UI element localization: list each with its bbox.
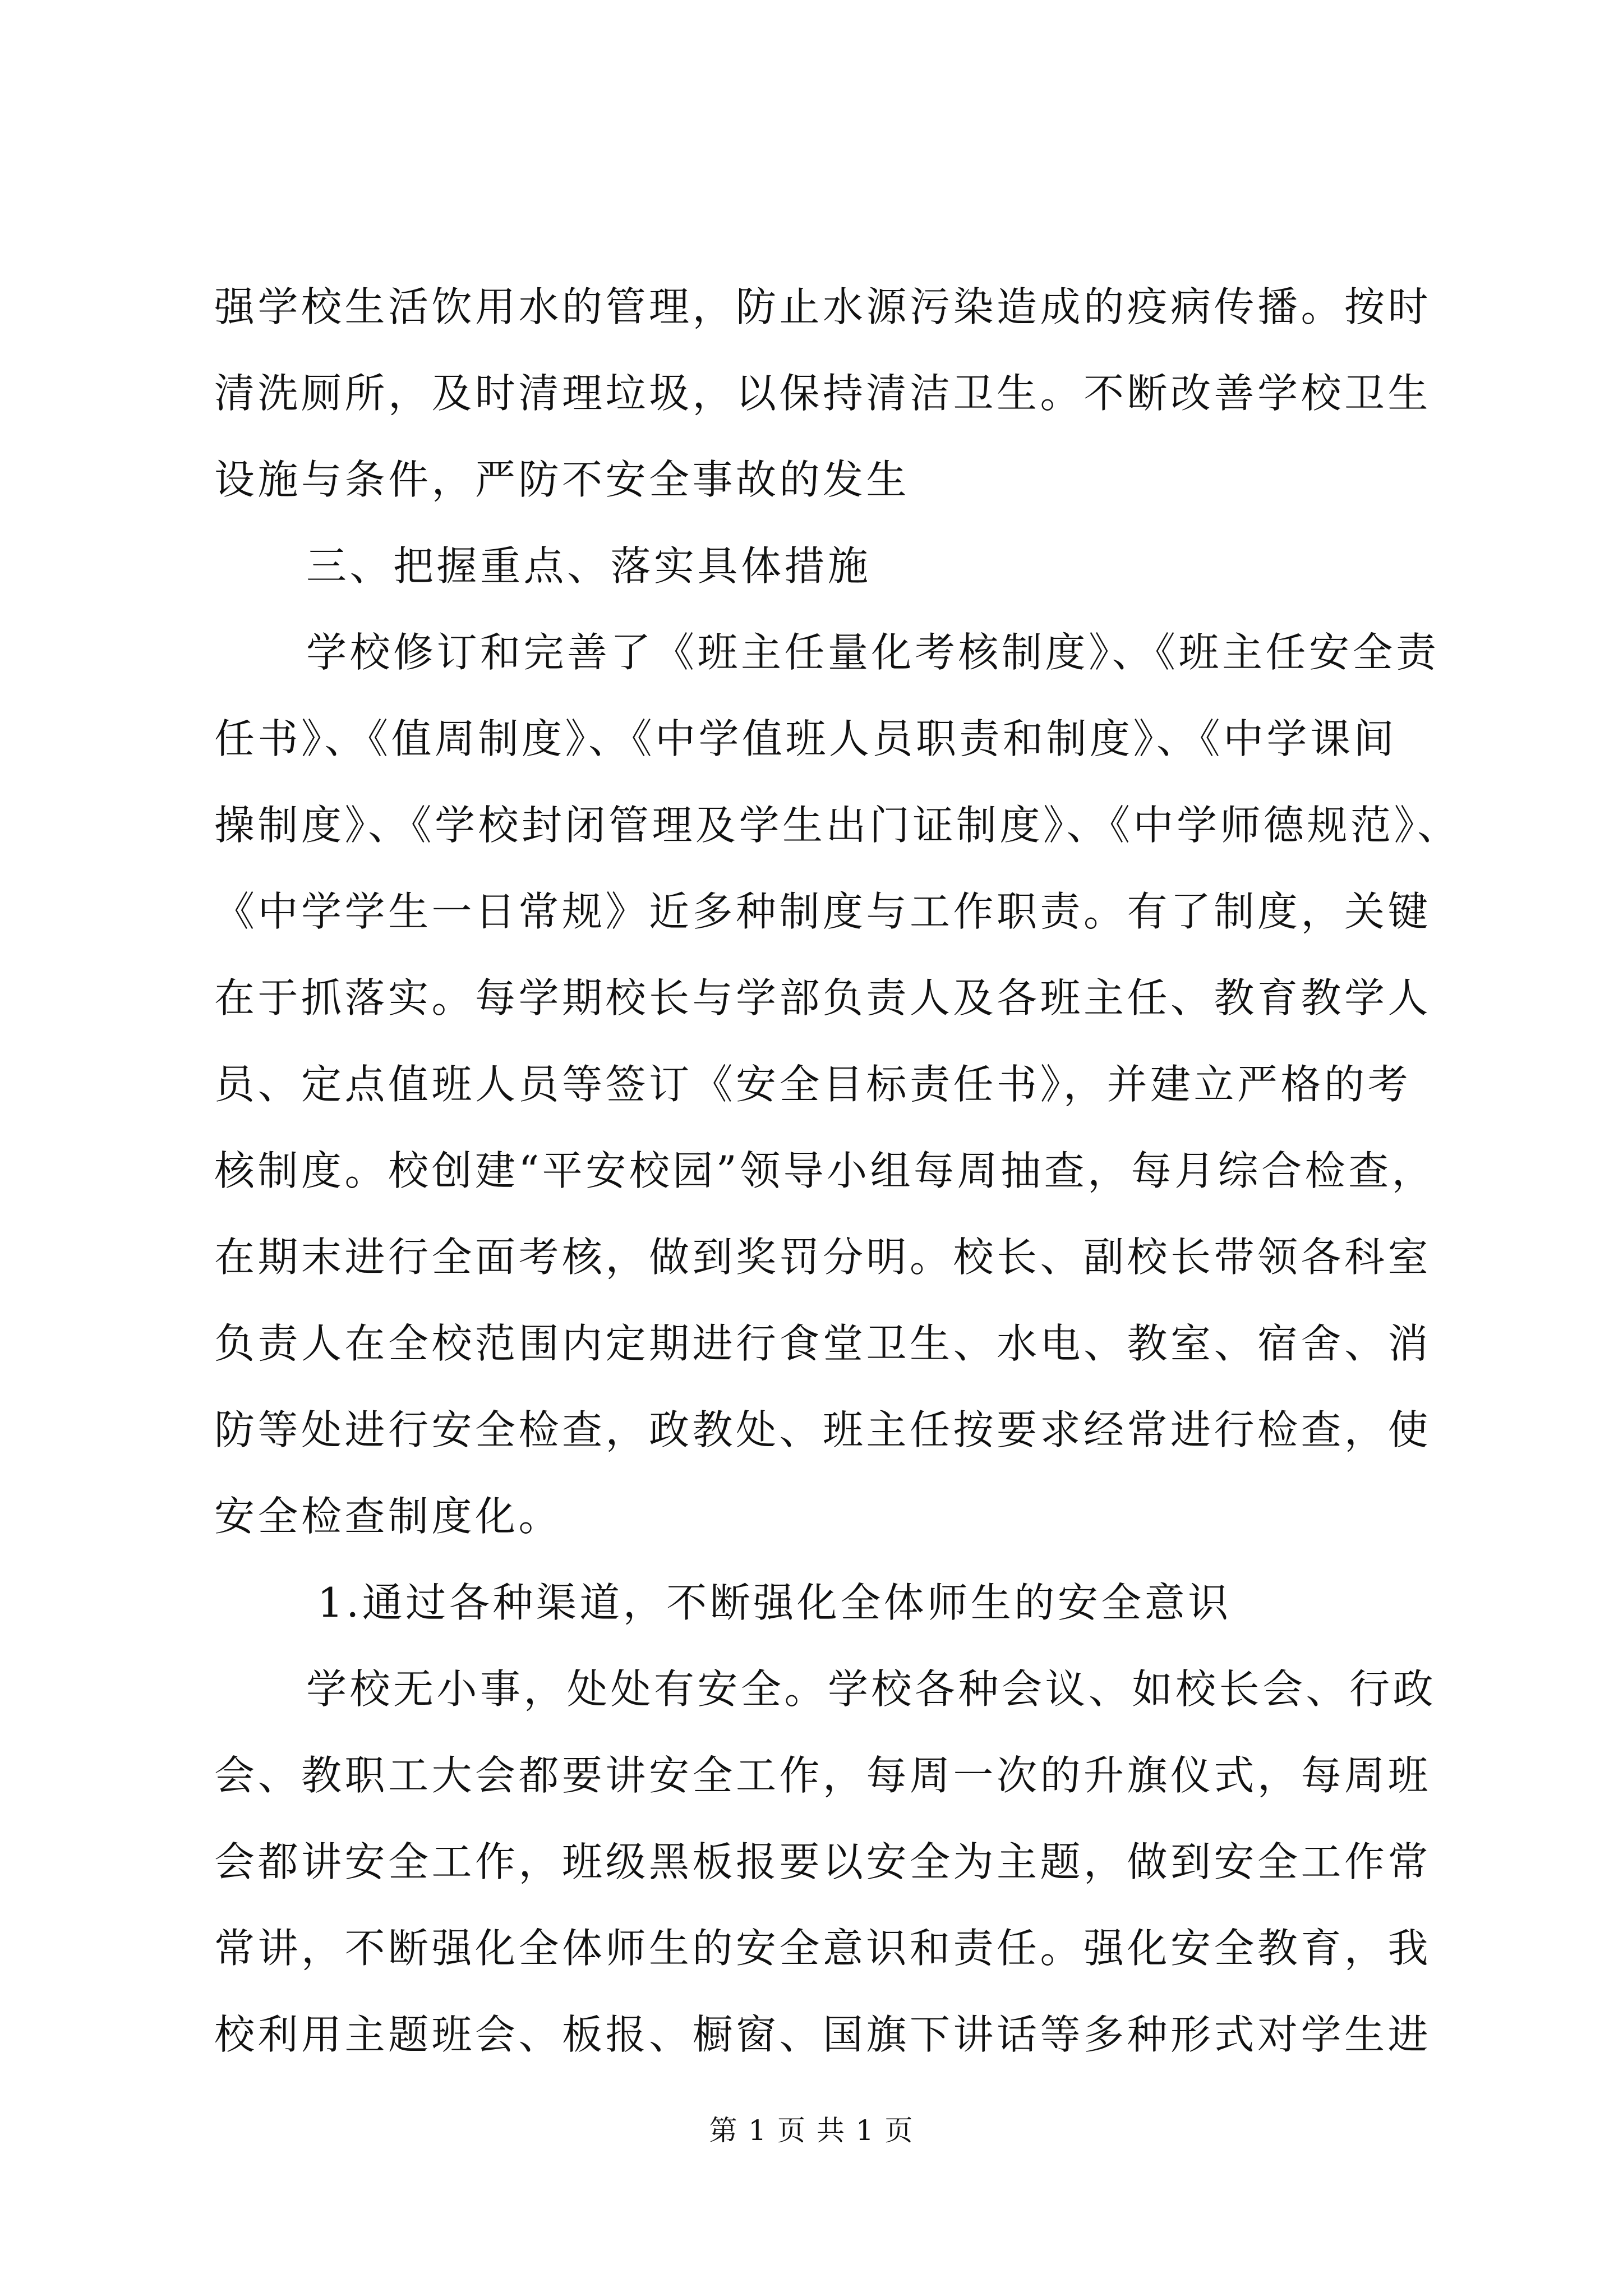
text-line: 清洗厕所，及时清理垃圾，以保持清洁卫生。不断改善学校卫生 (214, 370, 1432, 417)
text-line: 强学校生活饮用水的管理，防止水源污染造成的疫病传播。按时 (214, 283, 1432, 330)
text-line: 操制度》、《学校封闭管理及学生出门证制度》、《中学师德规范》、 (214, 802, 1461, 849)
text-line: 防等处进行安全检查，政教处、班主任按要求经常进行检查，使 (214, 1406, 1432, 1453)
text-line: 常讲，不断强化全体师生的安全意识和责任。强化安全教育，我 (214, 1925, 1432, 1972)
text-line: 学校修订和完善了《班主任量化考核制度》、《班主任安全责 (306, 629, 1440, 676)
text-line: 设施与条件，严防不安全事故的发生 (214, 456, 910, 503)
document-body (214, 264, 1461, 2078)
text-line: 任书》、《值周制度》、《中学值班人员职责和制度》、《中学课间 (214, 715, 1398, 762)
page-footer: 第 1 页 共 1 页 (709, 2114, 914, 2147)
text-line: 学校无小事，处处有安全。学校各种会议、如校长会、行政 (306, 1665, 1437, 1713)
text-line: 在期末进行全面考核，做到奖罚分明。校长、副校长带领各科室 (214, 1234, 1432, 1281)
text-line: 在于抓落实。每学期校长与学部负责人及各班主任、教育教学人 (214, 974, 1432, 1022)
text-line: 会、教职工大会都要讲安全工作，每周一次的升旗仪式，每周班 (214, 1752, 1432, 1799)
text-line: 校利用主题班会、板报、橱窗、国旗下讲话等多种形式对学生进 (214, 2011, 1432, 2058)
text-line: 安全检查制度化。 (214, 1493, 562, 1540)
text-line: 核制度。校创建“平安校园”领导小组每周抽查，每月综合检查， (214, 1147, 1436, 1194)
section-heading: 三、把握重点、落实具体措施 (306, 542, 872, 590)
text-line: 员、定点值班人员等签订《安全目标责任书》，并建立严格的考 (214, 1061, 1412, 1108)
text-line: 负责人在全校范围内定期进行食堂卫生、水电、教室、宿舍、消 (214, 1320, 1432, 1367)
text-line: 会都讲安全工作，班级黑板报要以安全为主题，做到安全工作常 (214, 1838, 1432, 1885)
text-line: 《中学学生一日常规》近多种制度与工作职责。有了制度，关键 (214, 888, 1432, 935)
subsection-heading: 1.通过各种渠道，不断强化全体师生的安全意识 (317, 1579, 1232, 1626)
